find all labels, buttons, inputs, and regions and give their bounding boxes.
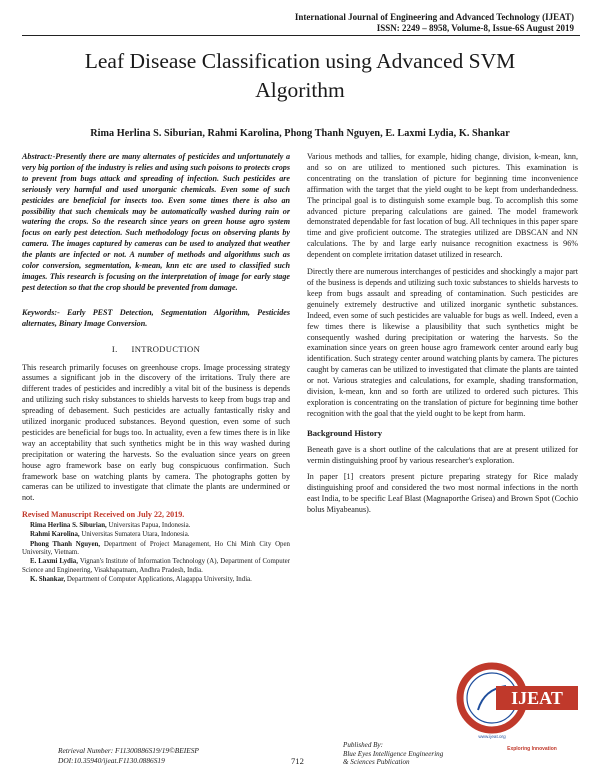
affiliation-text: Universitas Sumatera Utara, Indonesia.: [79, 531, 190, 539]
author-list: Rima Herlina S. Siburian, Rahmi Karolina, Phong Thanh Nguyen, E. Laxmi Lydia, K. Shankar: [90, 128, 510, 139]
publisher-line2: & Sciences Publication: [343, 758, 410, 767]
logo-exploring: Exploring Innovation: [507, 746, 557, 752]
affiliation-name: K. Shankar,: [30, 575, 66, 583]
affiliation-text: Vignan's Institute of Information Technology (A), Department of Computer Science and Engineering, Visakhapatnam, Andhra Pradesh, India.: [22, 558, 291, 574]
affiliation-name: Rima Herlina S. Siburian,: [30, 522, 107, 530]
page-number: 712: [291, 756, 304, 766]
doi: DOI:10.35940/ijeat.F1130.0886S19: [58, 755, 165, 765]
logo-text: IJEAT: [511, 688, 563, 708]
published-by: Published By:: [343, 741, 383, 749]
body-paragraph: Various methods and tallies, for example, hiding change, division, k-mean, knn, and so on are utilized to mentioned such pictures. This examination is concentrating on the translation of picture for beginning time inconvenience affirmation with the target that the yield ought to be kept from underhandedness. The principal goal is to distinguish some example bug. To accomplish this some advanced picture preparing calculations are gained. The model framework demonstrated dependable for fast location of bug. All techniques in this paper spare time and give proficient outcome. The strategies utilized are DBSCAN and NN calculations. The by and large early nuisance recognition exactness is 96% dependent on complete irritation dataset utilized in research.: [307, 152, 578, 260]
affiliation: [22, 531, 290, 539]
title-line1: Leaf Disease Classification using Advanced SVM: [84, 49, 516, 73]
affiliation-name: E. Laxmi Lydia,: [30, 558, 78, 566]
affiliation-text: Universitas Papua, Indonesia.: [106, 522, 191, 530]
affiliation: [22, 558, 290, 575]
left-column: [22, 152, 290, 585]
body-paragraph: Directly there are numerous interchanges of pesticides and shockingly a major part of the business is depends and utilizing such toxic substances to shields harvests to keep from bugs assault and spreading of contamination. Such pesticides are genuinely extremely destructive and utilized inorganic synthetic substances. Indeed, even some of such pesticides are valuable for bugs as well. Indeed, even a few times there is likewise a plausibility that such synthetics might be consequently washed during precipitation or watering the harvests. So the examination since years on green house agro framework center around early bug identification. Such strategy center around watching plants by camera. The pictures caught by cameras can be utilized to investigated that climate the plants are tainted or not. Various strategies and calculations, for example, shading transformation, division, k-mean, knn and so forth are utilized to ordered such pictures. This exploration is concentrating on the translation of picture for beginning time bother recognition with the goal that the yield ought to be kept from harm.: [307, 267, 578, 418]
keywords: Keywords:- Early PEST Detection, Segmentation Algorithm, Pesticides alternates, Binary Image Conversion.: [22, 307, 290, 328]
footer-left: [58, 746, 199, 765]
body-paragraph: In paper [1] creators present picture preparing strategy for Rice malady distinguishing proof and considered the two most normal infections in the north east India, to be specific Leaf Blast (Magnaporthe Grisea) and Brown Spot (Cochio bolus Miyabeanus).: [307, 472, 578, 515]
header-rule: [22, 35, 580, 36]
affiliation-text: Department of Project Management, Ho Chi Minh City Open University, Vietnam.: [22, 540, 291, 557]
footer-publisher: [343, 741, 443, 767]
affiliation-name: Phong Thanh Nguyen,: [30, 540, 101, 548]
manuscript-received: Revised Manuscript Received on July 22, 2019.: [22, 510, 185, 520]
publisher-line1: Blue Eyes Intelligence Engineering: [343, 749, 444, 758]
logo-www: www.ijeat.org: [478, 734, 506, 739]
journal-issn: ISSN: 2249 – 8958, Volume-8, Issue-6S August 2019: [376, 23, 574, 33]
paper-title: [30, 47, 570, 105]
ijeat-logo-graphic: [452, 652, 580, 756]
affiliation: [22, 576, 290, 584]
affiliation: [22, 541, 290, 558]
right-column: [307, 152, 578, 522]
section-number: I.: [111, 343, 118, 354]
body-paragraph: Beneath gave is a short outline of the calculations that are at present utilized for vermin distinguishing proof by various researcher's exploration.: [307, 444, 578, 465]
subheading-background-history: Background History: [307, 427, 383, 438]
affiliation-text: Department of Computer Applications, Alagappa University, India.: [65, 575, 252, 583]
ijeat-logo: [452, 652, 580, 756]
intro-paragraph: This research primarily focuses on greenhouse crops. Image processing strategy assumes a significant job in the discovery of the irritations. Truly there are different trades of pesticides and incredibly a vital bit of the business is depends and utilizing such risky substances to shields harvests to keep from bugs trap and spreading of debasement. Such pesticides are actually fantastically risky and utilized inorganic produced substances. Beyond question, even some of such pesticides are beneficial for bugs too. In actuality, even a few times there is in like way an acceptability that such synthetics might be in this way washed during precipitation or watering the harvests. So the evaluation since years on green house agro framework base on early bug conspicuous confirmation. Such framework base on watching plants by camera. The photographs gotten by cameras can be utilized to investigate that climate the plants are undermined or not.: [22, 362, 290, 503]
title-line2: Algorithm: [255, 78, 345, 102]
journal-name: International Journal of Engineering and Advanced Technology (IJEAT): [294, 12, 574, 22]
affiliation: [22, 522, 290, 530]
affiliation-name: Rahmi Karolina,: [30, 531, 80, 539]
section-heading-introduction: [22, 344, 290, 355]
retrieval-number: Retrieval Number: F11300886S19/19©BEIESP: [58, 746, 199, 755]
abstract: Abstract:-Presently there are many alternates of pesticides and unfortunately a very big portion of the industry is relies and using such poisons to protects crops to prevent from bugs attack and spreading of infection. Such pesticides are seriously very harmful and used unorganic chemicals. Even some of such pesticides are beneficial for insects too. Even some times there is also an possibility that such chemicals may be automatically washed during rain or watering the crops. So the research since years on green house agro system focus on early pest detection. Such methodology focus on observing plants by camera. The images captured by cameras can be used to analyzed that weather the plants are infected or not. A number of methods and algorithms such as color conversion, segmentation, k-mean, knn etc are used to classified such images. This research is focusing on the interpretation of image for early stage pest detection so that the crop should be prevented from damage.: [22, 152, 290, 292]
section-title: INTRODUCTION: [131, 343, 201, 354]
